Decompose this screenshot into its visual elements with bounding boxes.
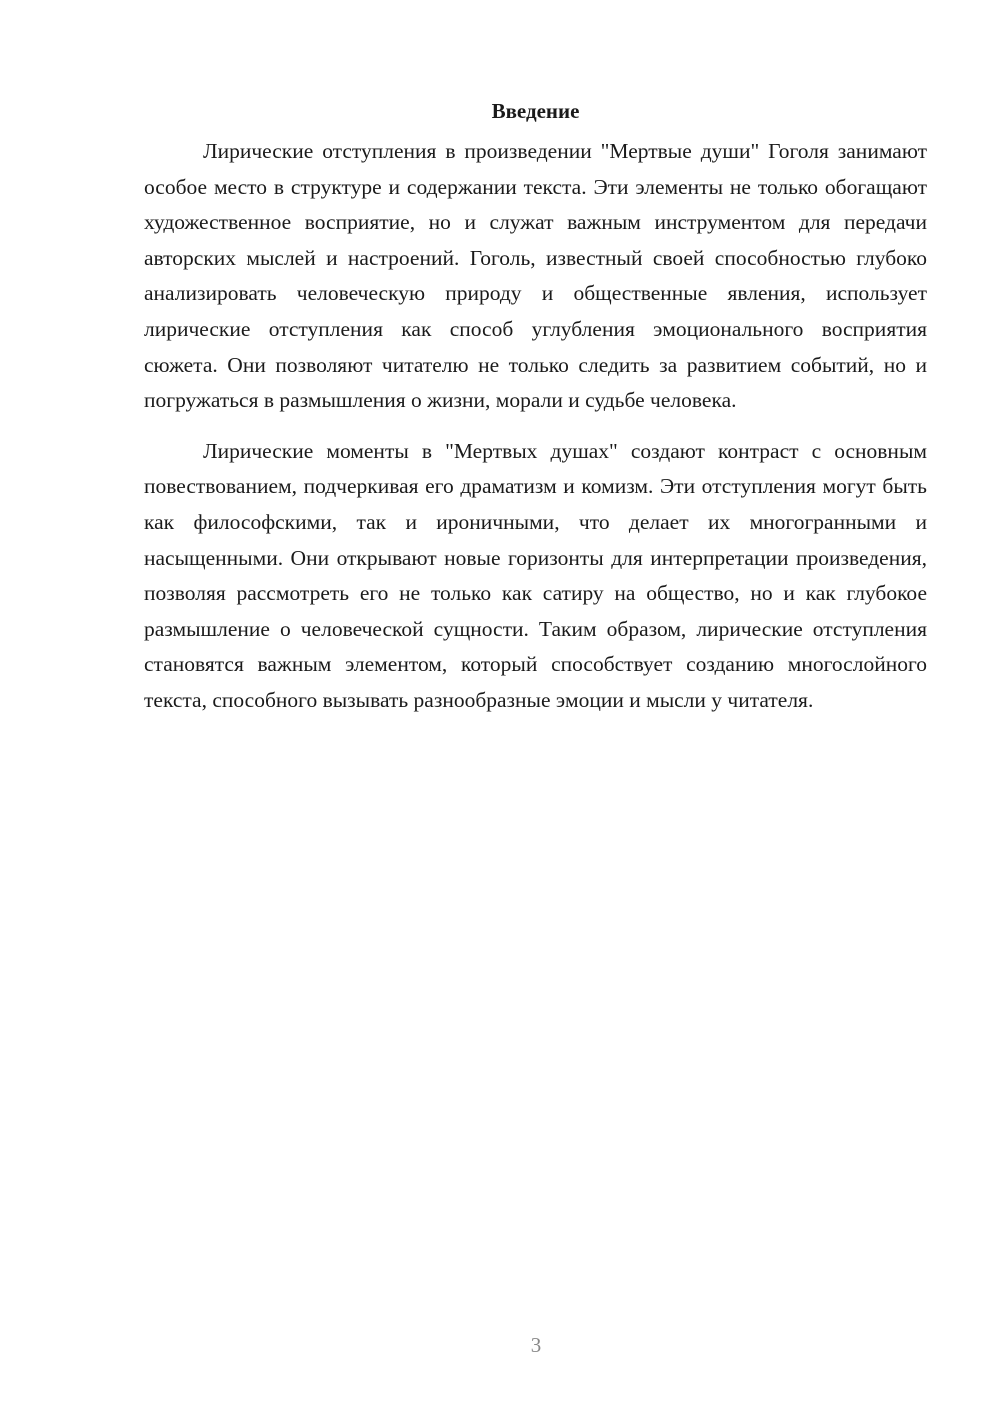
page-content [144, 94, 927, 719]
section-heading: Введение [491, 99, 580, 123]
page-number: 3 [530, 1333, 542, 1357]
paragraph-2: Лирические моменты в "Мертвых душах" создают контраст с основным повествованием, подчеркивая его драматизм и комизм. Эти отступления могут быть как философскими, так и ироничными, что делает их многогранными и насыщенными. Они открывают новые горизонты для интерпретации произведения, позволяя рассмотреть его не только как сатиру на общество, но и как глубокое размышление о человеческой сущности. Таким образом, лирические отступления становятся важным элементом, который способствует созданию многослойного текста, способного вызывать разнообразные эмоции и мысли у читателя. [144, 438, 927, 712]
paragraph-1: Лирические отступления в произведении "Мертвые души" Гоголя занимают особое место в структуре и содержании текста. Эти элементы не только обогащают художественное восприятие, но и служат важным инструментом для передачи авторских мыслей и настроений. Гоголь, известный своей способностью глубоко анализировать человеческую природу и общественные явления, использует лирические отступления как способ углубления эмоционального восприятия сюжета. Они позволяют читателю не только следить за развитием событий, но и погружаться в размышления о жизни, морали и судьбе человека. [144, 139, 927, 413]
